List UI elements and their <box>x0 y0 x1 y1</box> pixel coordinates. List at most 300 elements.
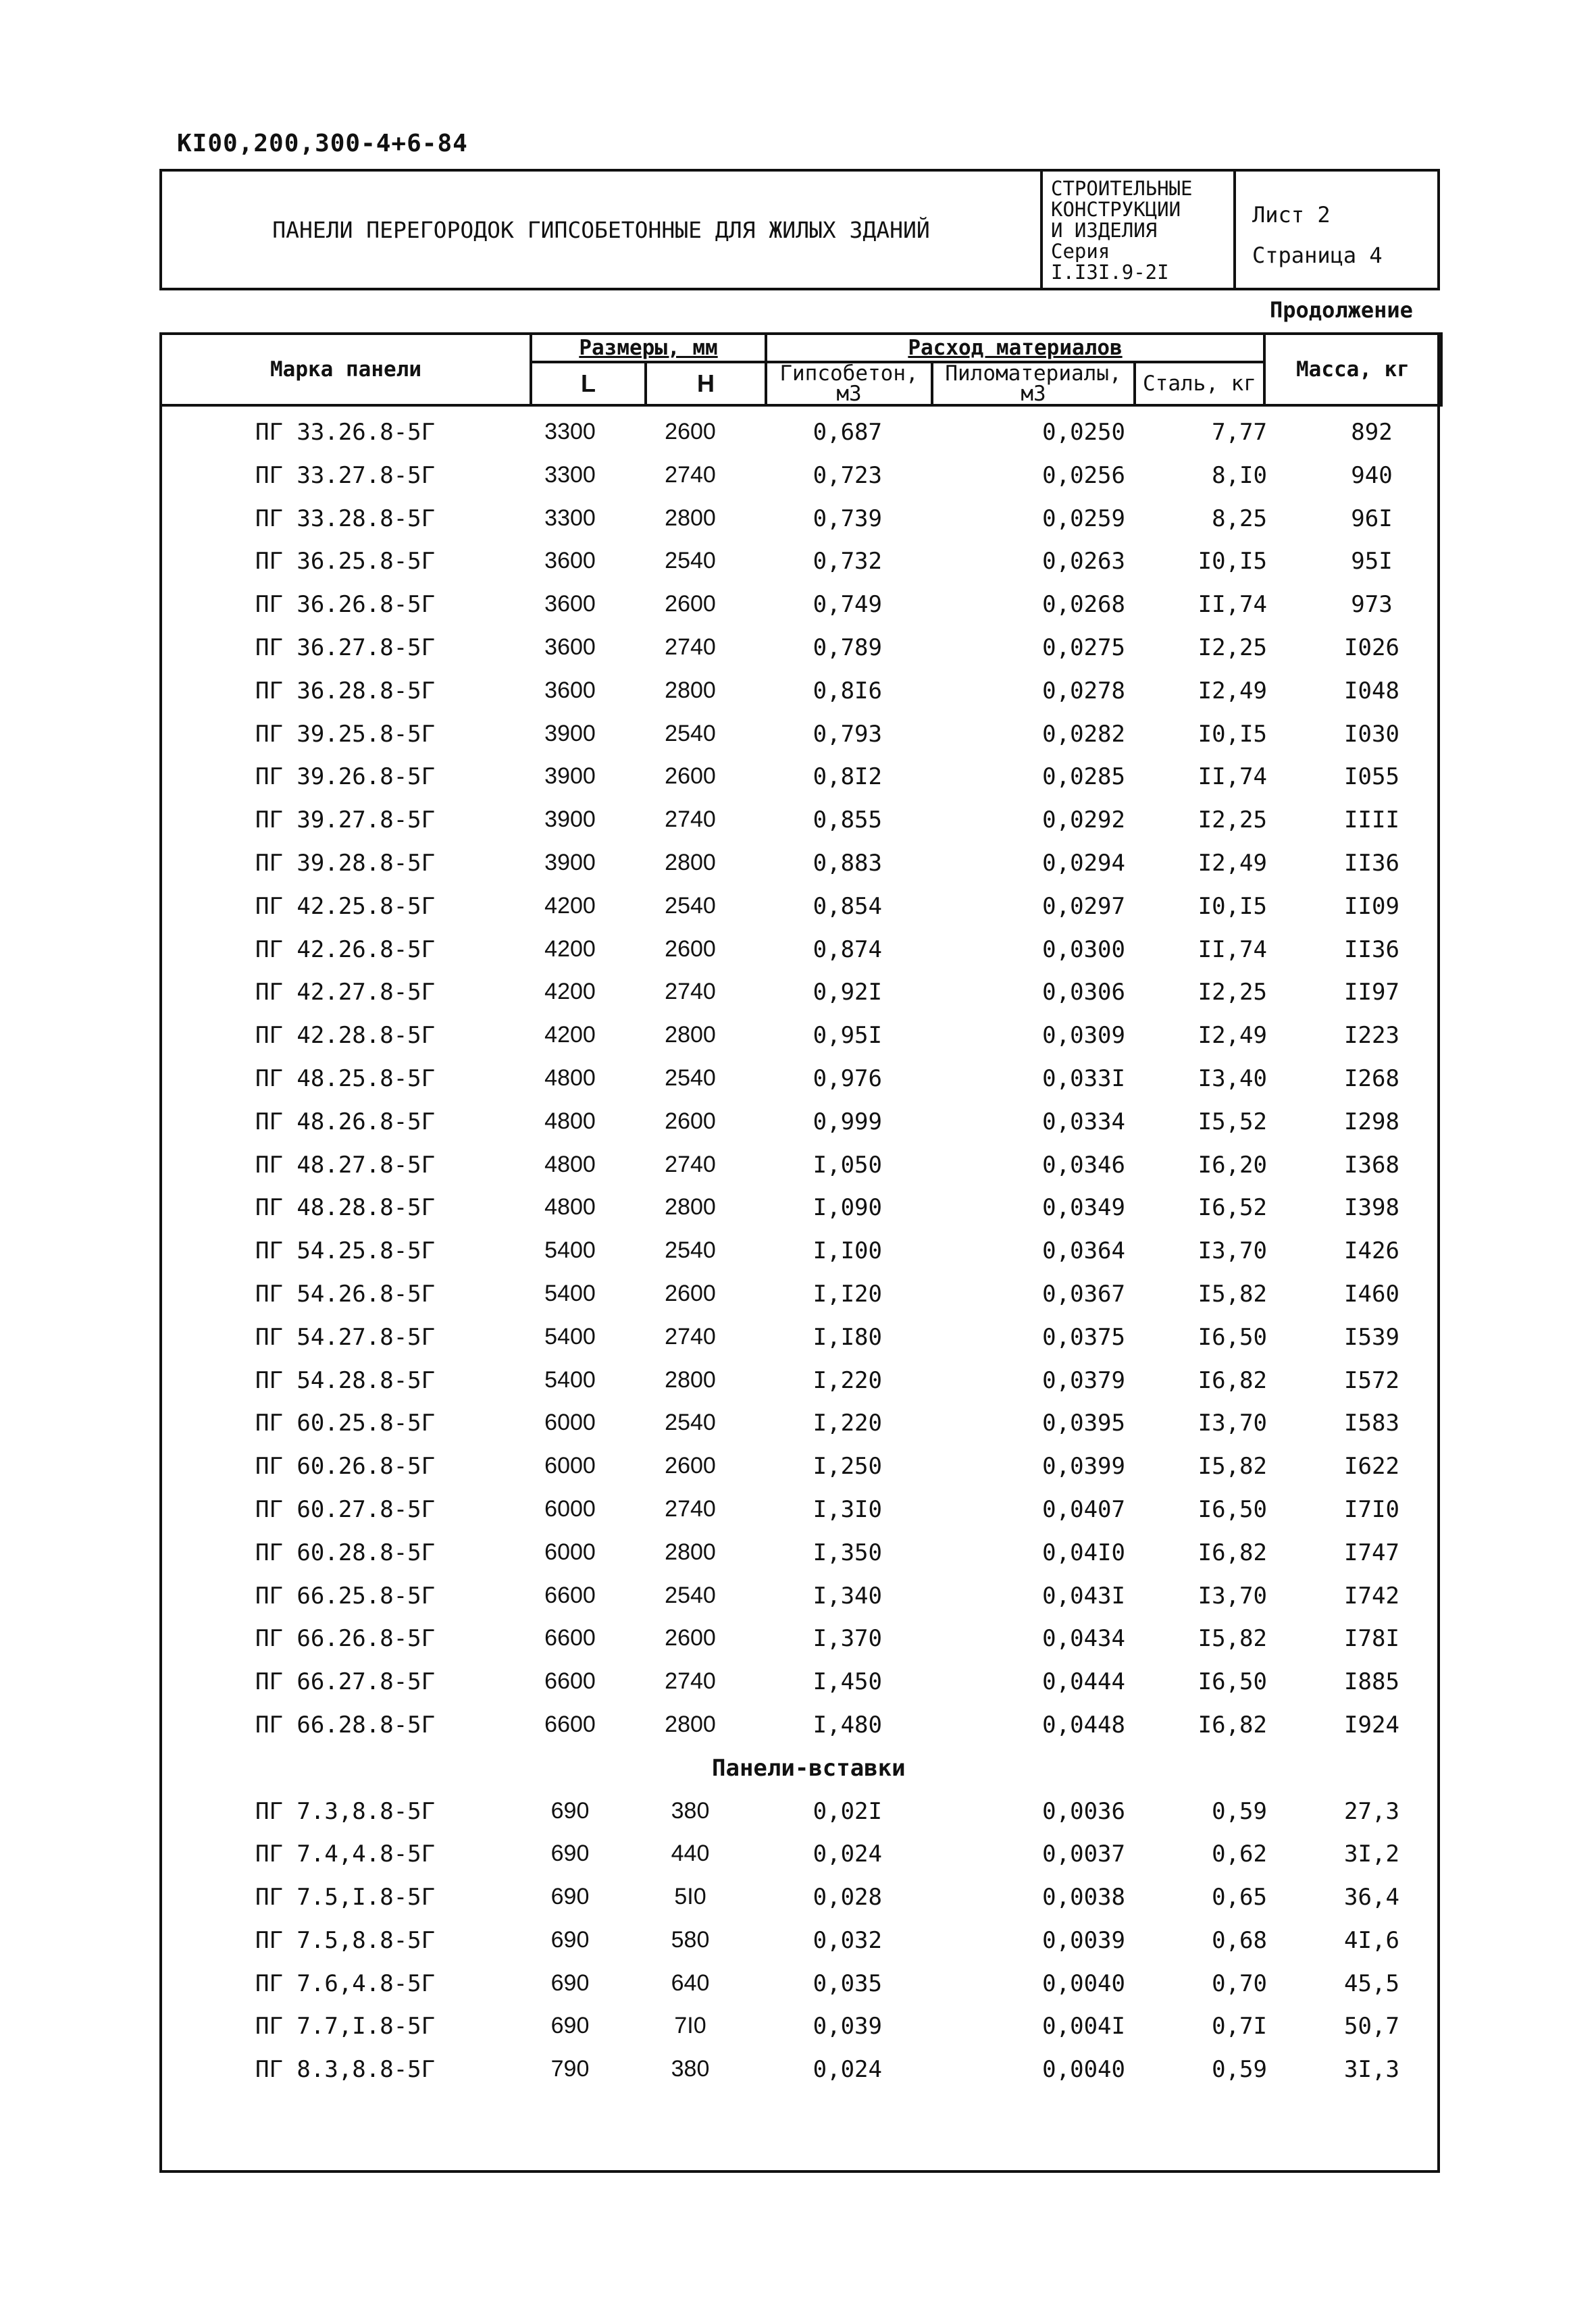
cell-lumber: 0,0275 <box>1042 634 1125 661</box>
cell-mass: II97 <box>1344 979 1399 1006</box>
table-row <box>159 1446 1440 1489</box>
cell-length: 4200 <box>544 979 596 1005</box>
cell-gypsum: 0,95I <box>813 1022 882 1050</box>
table-row <box>159 886 1440 929</box>
cell-mark: ПГ 36.27.8-5Г <box>255 634 436 661</box>
table-row <box>159 2049 1440 2092</box>
cell-steel: I2,25 <box>1198 806 1267 834</box>
cell-steel: I6,20 <box>1198 1151 1267 1179</box>
cell-mark: ПГ 48.27.8-5Г <box>255 1151 436 1179</box>
cell-height: 2600 <box>665 763 716 790</box>
cell-height: 2600 <box>665 1108 716 1134</box>
cell-lumber: 0,0448 <box>1042 1711 1125 1739</box>
cell-mass: 96I <box>1351 505 1393 532</box>
cell-steel: I6,82 <box>1198 1539 1267 1566</box>
cell-lumber: 0,0395 <box>1042 1410 1125 1437</box>
cell-lumber: 0,0306 <box>1042 979 1125 1006</box>
cell-mark: ПГ 54.25.8-5Г <box>255 1237 436 1265</box>
cell-length: 6000 <box>544 1453 596 1479</box>
cell-lumber: 0,0263 <box>1042 548 1125 575</box>
cell-height: 2600 <box>665 935 716 962</box>
cell-length: 5400 <box>544 1237 596 1264</box>
cell-lumber: 0,004I <box>1042 2013 1125 2040</box>
cell-gypsum: 0,976 <box>813 1064 882 1092</box>
cell-gypsum: 0,854 <box>813 892 882 920</box>
cell-mark: ПГ 66.28.8-5Г <box>255 1711 436 1739</box>
cell-steel: I0,I5 <box>1198 892 1267 920</box>
cell-lumber: 0,0268 <box>1042 591 1125 619</box>
table-row <box>159 1102 1440 1145</box>
cell-gypsum: 0,749 <box>813 591 882 619</box>
cell-mass: I924 <box>1344 1711 1399 1739</box>
cell-mark: ПГ 7.3,8.8-5Г <box>255 1797 436 1825</box>
cell-height: 5I0 <box>674 1884 706 1910</box>
cell-height: 2800 <box>665 1366 716 1393</box>
cell-steel: I2,49 <box>1198 849 1267 877</box>
cell-gypsum: I,I00 <box>813 1237 882 1265</box>
cell-mark: ПГ 42.27.8-5Г <box>255 979 436 1006</box>
cell-mass: 95I <box>1351 548 1393 575</box>
cell-mark: ПГ 66.25.8-5Г <box>255 1582 436 1610</box>
cell-mark: ПГ 36.25.8-5Г <box>255 548 436 575</box>
table-row <box>159 1489 1440 1533</box>
cell-mass: I426 <box>1344 1237 1399 1265</box>
cell-mass: I742 <box>1344 1582 1399 1610</box>
cell-length: 4800 <box>544 1194 596 1220</box>
cell-height: 2540 <box>665 720 716 746</box>
cell-height: 2540 <box>665 1237 716 1264</box>
cell-mass: 36,4 <box>1344 1884 1399 1911</box>
cell-steel: I6,82 <box>1198 1711 1267 1739</box>
cell-length: 6000 <box>544 1539 596 1565</box>
cell-steel: 0,7I <box>1212 2013 1267 2040</box>
cell-mark: ПГ 54.26.8-5Г <box>255 1280 436 1308</box>
cell-steel: I2,49 <box>1198 1022 1267 1050</box>
cell-steel: II,74 <box>1198 591 1267 619</box>
table-row <box>159 455 1440 498</box>
cell-height: 2740 <box>665 1668 716 1695</box>
cell-steel: I0,I5 <box>1198 720 1267 748</box>
cell-height: 380 <box>671 1797 710 1824</box>
cell-steel: I0,I5 <box>1198 548 1267 575</box>
cell-lumber: 0,0285 <box>1042 763 1125 791</box>
cell-length: 3300 <box>544 461 596 488</box>
cell-lumber: 0,0036 <box>1042 1797 1125 1825</box>
table-row <box>159 929 1440 973</box>
cell-length: 4800 <box>544 1108 596 1134</box>
cell-lumber: 0,0037 <box>1042 1841 1125 1868</box>
cell-length: 6600 <box>544 1711 596 1737</box>
cell-mass: I268 <box>1344 1064 1399 1092</box>
table-row <box>159 843 1440 886</box>
cell-height: 2540 <box>665 548 716 574</box>
table-row <box>159 584 1440 627</box>
header-H: H <box>646 362 766 405</box>
cell-length: 5400 <box>544 1280 596 1306</box>
cell-mass: 973 <box>1351 591 1393 619</box>
cell-length: 6600 <box>544 1668 596 1695</box>
cell-mark: ПГ 60.27.8-5Г <box>255 1495 436 1523</box>
cell-gypsum: I,I20 <box>813 1280 882 1308</box>
cell-lumber: 0,0349 <box>1042 1194 1125 1222</box>
cell-height: 2740 <box>665 806 716 833</box>
cell-height: 580 <box>671 1926 710 1953</box>
table-row <box>159 412 1440 455</box>
cell-lumber: 0,0038 <box>1042 1884 1125 1911</box>
header-mark: Марка панели <box>161 334 531 405</box>
cell-height: 2800 <box>665 677 716 703</box>
cell-mark: ПГ 33.28.8-5Г <box>255 505 436 532</box>
cell-length: 3900 <box>544 720 596 746</box>
cell-mass: 27,3 <box>1344 1797 1399 1825</box>
cell-mark: ПГ 42.26.8-5Г <box>255 935 436 963</box>
table-row <box>159 1877 1440 1920</box>
cell-steel: 0,70 <box>1212 1970 1267 1997</box>
cell-length: 6000 <box>544 1410 596 1436</box>
header-L: L <box>531 362 646 405</box>
table-row <box>159 671 1440 714</box>
cell-gypsum: 0,024 <box>813 1841 882 1868</box>
cell-mark: ПГ 8.3,8.8-5Г <box>255 2056 436 2084</box>
cell-mark: ПГ 60.26.8-5Г <box>255 1453 436 1481</box>
table-row <box>159 627 1440 671</box>
cell-length: 5400 <box>544 1366 596 1393</box>
cell-lumber: 0,0364 <box>1042 1237 1125 1265</box>
table-row <box>159 1231 1440 1274</box>
cell-height: 2600 <box>665 591 716 617</box>
header-sizes: Размеры, мм <box>531 334 766 362</box>
continued-label: Продолжение <box>1270 297 1413 323</box>
cell-length: 690 <box>550 1841 590 1867</box>
table-row <box>159 1533 1440 1576</box>
header-lumber: Пиломатериалы, м3 <box>932 362 1135 405</box>
table-row <box>159 2006 1440 2049</box>
cell-mark: ПГ 7.4,4.8-5Г <box>255 1841 436 1868</box>
cell-length: 3900 <box>544 763 596 790</box>
document-code: КI00,200,300-4+6-84 <box>177 130 468 157</box>
cell-gypsum: 0,793 <box>813 720 882 748</box>
cell-lumber: 0,0300 <box>1042 935 1125 963</box>
cell-mass: 3I,2 <box>1344 1841 1399 1868</box>
cell-length: 3600 <box>544 548 596 574</box>
cell-length: 690 <box>550 1797 590 1824</box>
cell-length: 690 <box>550 2013 590 2039</box>
cell-length: 6000 <box>544 1495 596 1522</box>
cell-mark: ПГ 7.6,4.8-5Г <box>255 1970 436 1997</box>
cell-steel: I3,70 <box>1198 1410 1267 1437</box>
cell-height: 2740 <box>665 979 716 1005</box>
cell-height: 2740 <box>665 634 716 660</box>
cell-mass: II09 <box>1344 892 1399 920</box>
table-row <box>159 1705 1440 1748</box>
cell-mass: I368 <box>1344 1151 1399 1179</box>
cell-gypsum: I,220 <box>813 1366 882 1394</box>
cell-height: 2600 <box>665 419 716 444</box>
cell-mark: ПГ 66.27.8-5Г <box>255 1668 436 1696</box>
table-row <box>159 1058 1440 1102</box>
cell-gypsum: 0,032 <box>813 1926 882 1954</box>
cell-mass: I539 <box>1344 1323 1399 1351</box>
table-row <box>159 541 1440 584</box>
cell-height: 2740 <box>665 1151 716 1177</box>
cell-lumber: 0,0250 <box>1042 419 1125 446</box>
cell-gypsum: 0,02I <box>813 1797 882 1825</box>
cell-length: 690 <box>550 1884 590 1910</box>
cell-mark: ПГ 54.28.8-5Г <box>255 1366 436 1394</box>
cell-steel: 7,77 <box>1212 419 1267 446</box>
cell-mass: 940 <box>1351 461 1393 489</box>
cell-mark: ПГ 36.26.8-5Г <box>255 591 436 619</box>
cell-steel: I6,50 <box>1198 1495 1267 1523</box>
cell-mark: ПГ 48.28.8-5Г <box>255 1194 436 1222</box>
cell-lumber: 0,0407 <box>1042 1495 1125 1523</box>
cell-length: 3600 <box>544 677 596 703</box>
table-row <box>159 1618 1440 1662</box>
cell-mass: I583 <box>1344 1410 1399 1437</box>
cell-height: 380 <box>671 2056 710 2082</box>
cell-height: 2800 <box>665 505 716 531</box>
cell-mass: IIII <box>1344 806 1399 834</box>
table-header <box>159 332 1443 407</box>
cell-mass: I048 <box>1344 677 1399 704</box>
cell-mark: ПГ 60.25.8-5Г <box>255 1410 436 1437</box>
cell-lumber: 0,033I <box>1042 1064 1125 1092</box>
cell-gypsum: I,350 <box>813 1539 882 1566</box>
cell-mass: I747 <box>1344 1539 1399 1566</box>
cell-gypsum: I,3I0 <box>813 1495 882 1523</box>
table-row <box>159 1015 1440 1058</box>
cell-gypsum: I,050 <box>813 1151 882 1179</box>
cell-gypsum: 0,723 <box>813 461 882 489</box>
cell-length: 3600 <box>544 591 596 617</box>
cell-mark: ПГ 7.5,8.8-5Г <box>255 1926 436 1954</box>
cell-gypsum: I,090 <box>813 1194 882 1222</box>
cell-gypsum: I,I80 <box>813 1323 882 1351</box>
cell-steel: I2,49 <box>1198 677 1267 704</box>
cell-lumber: 0,0367 <box>1042 1280 1125 1308</box>
cell-gypsum: I,450 <box>813 1668 882 1696</box>
cell-lumber: 0,0256 <box>1042 461 1125 489</box>
cell-gypsum: 0,732 <box>813 548 882 575</box>
cell-mass: 892 <box>1351 419 1393 446</box>
cell-mark: ПГ 33.26.8-5Г <box>255 419 436 446</box>
cell-mass: I398 <box>1344 1194 1399 1222</box>
cell-mass: II36 <box>1344 849 1399 877</box>
cell-mass: 3I,3 <box>1344 2056 1399 2084</box>
cell-gypsum: I,370 <box>813 1625 882 1653</box>
cell-gypsum: 0,8I2 <box>813 763 882 791</box>
cell-mass: 45,5 <box>1344 1970 1399 1997</box>
cell-mark: ПГ 36.28.8-5Г <box>255 677 436 704</box>
table-row <box>159 756 1440 800</box>
panel-rows <box>159 412 1440 2092</box>
cell-steel: 8,I0 <box>1212 461 1267 489</box>
series-line: Серия <box>1051 240 1110 263</box>
cell-length: 4200 <box>544 892 596 919</box>
cell-height: 2740 <box>665 1323 716 1349</box>
cell-steel: I3,70 <box>1198 1582 1267 1610</box>
table-row <box>159 498 1440 542</box>
cell-length: 6600 <box>544 1625 596 1651</box>
cell-lumber: 0,0346 <box>1042 1151 1125 1179</box>
cell-steel: 0,59 <box>1212 2056 1267 2084</box>
sheet-number: Лист 2 <box>1252 202 1331 228</box>
cell-lumber: 0,04I0 <box>1042 1539 1125 1566</box>
cell-mass: I572 <box>1344 1366 1399 1394</box>
cell-length: 3900 <box>544 806 596 833</box>
insert-section-label: Панели-вставки <box>712 1754 906 1782</box>
cell-gypsum: 0,687 <box>813 419 882 446</box>
cell-height: 2740 <box>665 461 716 488</box>
cell-mark: ПГ 39.28.8-5Г <box>255 849 436 877</box>
cell-steel: I6,50 <box>1198 1668 1267 1696</box>
cell-lumber: 0,0039 <box>1042 1926 1125 1954</box>
series-line: И ИЗДЕЛИЯ <box>1051 219 1158 242</box>
cell-steel: I5,52 <box>1198 1108 1267 1135</box>
cell-height: 640 <box>671 1970 710 1996</box>
sheet-info <box>1236 172 1440 288</box>
cell-gypsum: 0,999 <box>813 1108 882 1135</box>
cell-height: 440 <box>671 1841 710 1867</box>
cell-lumber: 0,0297 <box>1042 892 1125 920</box>
cell-lumber: 0,0040 <box>1042 1970 1125 1997</box>
cell-steel: II,74 <box>1198 763 1267 791</box>
cell-mark: ПГ 39.25.8-5Г <box>255 720 436 748</box>
cell-height: 2540 <box>665 892 716 919</box>
cell-mass: I885 <box>1344 1668 1399 1696</box>
cell-lumber: 0,043I <box>1042 1582 1125 1610</box>
cell-height: 2800 <box>665 1539 716 1565</box>
cell-gypsum: 0,92I <box>813 979 882 1006</box>
cell-gypsum: 0,739 <box>813 505 882 532</box>
cell-steel: I3,40 <box>1198 1064 1267 1092</box>
cell-length: 4800 <box>544 1151 596 1177</box>
cell-steel: I3,70 <box>1198 1237 1267 1265</box>
table-row <box>159 714 1440 757</box>
series-line: СТРОИТЕЛЬНЫЕ <box>1051 177 1193 200</box>
cell-mark: ПГ 33.27.8-5Г <box>255 461 436 489</box>
series-info <box>1043 172 1236 288</box>
cell-steel: I6,50 <box>1198 1323 1267 1351</box>
cell-length: 4800 <box>544 1064 596 1091</box>
cell-length: 3300 <box>544 505 596 531</box>
table-row <box>159 800 1440 843</box>
cell-mass: I055 <box>1344 763 1399 791</box>
cell-mass: I460 <box>1344 1280 1399 1308</box>
cell-height: 2600 <box>665 1280 716 1306</box>
table-row <box>159 972 1440 1015</box>
cell-steel: I5,82 <box>1198 1625 1267 1653</box>
cell-length: 6600 <box>544 1582 596 1608</box>
cell-height: 2600 <box>665 1625 716 1651</box>
cell-length: 4200 <box>544 935 596 962</box>
table-row <box>159 1403 1440 1446</box>
cell-lumber: 0,0259 <box>1042 505 1125 532</box>
cell-mark: ПГ 42.28.8-5Г <box>255 1022 436 1050</box>
cell-steel: I6,52 <box>1198 1194 1267 1222</box>
cell-lumber: 0,0309 <box>1042 1022 1125 1050</box>
table-row <box>159 1920 1440 1963</box>
cell-steel: I2,25 <box>1198 634 1267 661</box>
series-line: I.I3I.9-2I <box>1051 261 1169 284</box>
cell-mass: I78I <box>1344 1625 1399 1653</box>
cell-gypsum: 0,789 <box>813 634 882 661</box>
cell-length: 3600 <box>544 634 596 660</box>
cell-height: 2600 <box>665 1453 716 1479</box>
cell-height: 2740 <box>665 1495 716 1522</box>
cell-mass: I298 <box>1344 1108 1399 1135</box>
cell-gypsum: 0,024 <box>813 2056 882 2084</box>
cell-lumber: 0,0444 <box>1042 1668 1125 1696</box>
cell-height: 2800 <box>665 1022 716 1048</box>
cell-length: 3900 <box>544 849 596 875</box>
table-row <box>159 1360 1440 1404</box>
cell-mark: ПГ 66.26.8-5Г <box>255 1625 436 1653</box>
table-row <box>159 1187 1440 1231</box>
cell-height: 2540 <box>665 1410 716 1436</box>
cell-height: 2800 <box>665 1711 716 1737</box>
header-mass: Масса, кг <box>1264 334 1441 405</box>
cell-length: 690 <box>550 1926 590 1953</box>
cell-lumber: 0,0040 <box>1042 2056 1125 2084</box>
cell-height: 2540 <box>665 1582 716 1608</box>
cell-mass: I223 <box>1344 1022 1399 1050</box>
cell-length: 5400 <box>544 1323 596 1349</box>
cell-lumber: 0,0399 <box>1042 1453 1125 1481</box>
cell-mass: 4I,6 <box>1344 1926 1399 1954</box>
table-row <box>159 1274 1440 1317</box>
cell-lumber: 0,0434 <box>1042 1625 1125 1653</box>
cell-gypsum: I,340 <box>813 1582 882 1610</box>
cell-steel: II,74 <box>1198 935 1267 963</box>
cell-length: 790 <box>550 2056 590 2082</box>
cell-gypsum: I,250 <box>813 1453 882 1481</box>
cell-steel: I5,82 <box>1198 1280 1267 1308</box>
page-number: Страница 4 <box>1252 242 1383 268</box>
cell-gypsum: 0,874 <box>813 935 882 963</box>
cell-steel: I6,82 <box>1198 1366 1267 1394</box>
cell-mark: ПГ 54.27.8-5Г <box>255 1323 436 1351</box>
cell-mark: ПГ 39.26.8-5Г <box>255 763 436 791</box>
cell-gypsum: 0,855 <box>813 806 882 834</box>
cell-gypsum: I,220 <box>813 1410 882 1437</box>
cell-lumber: 0,0292 <box>1042 806 1125 834</box>
cell-height: 7I0 <box>674 2013 706 2039</box>
cell-length: 4200 <box>544 1022 596 1048</box>
cell-mark: ПГ 7.5,I.8-5Г <box>255 1884 436 1911</box>
cell-mass: I026 <box>1344 634 1399 661</box>
insert-section-heading <box>159 1748 1440 1791</box>
table-row <box>159 1145 1440 1188</box>
table-row <box>159 1834 1440 1877</box>
cell-steel: 0,68 <box>1212 1926 1267 1954</box>
cell-mark: ПГ 42.25.8-5Г <box>255 892 436 920</box>
cell-mass: II36 <box>1344 935 1399 963</box>
header-gypsum: Гипсобетон, м3 <box>766 362 932 405</box>
cell-mass: I030 <box>1344 720 1399 748</box>
cell-mark: ПГ 48.26.8-5Г <box>255 1108 436 1135</box>
cell-mark: ПГ 48.25.8-5Г <box>255 1064 436 1092</box>
cell-length: 690 <box>550 1970 590 1996</box>
cell-gypsum: 0,039 <box>813 2013 882 2040</box>
cell-gypsum: 0,8I6 <box>813 677 882 704</box>
cell-steel: I5,82 <box>1198 1453 1267 1481</box>
cell-height: 2800 <box>665 1194 716 1220</box>
cell-lumber: 0,0334 <box>1042 1108 1125 1135</box>
cell-gypsum: 0,028 <box>813 1884 882 1911</box>
cell-gypsum: 0,883 <box>813 849 882 877</box>
cell-steel: 0,59 <box>1212 1797 1267 1825</box>
